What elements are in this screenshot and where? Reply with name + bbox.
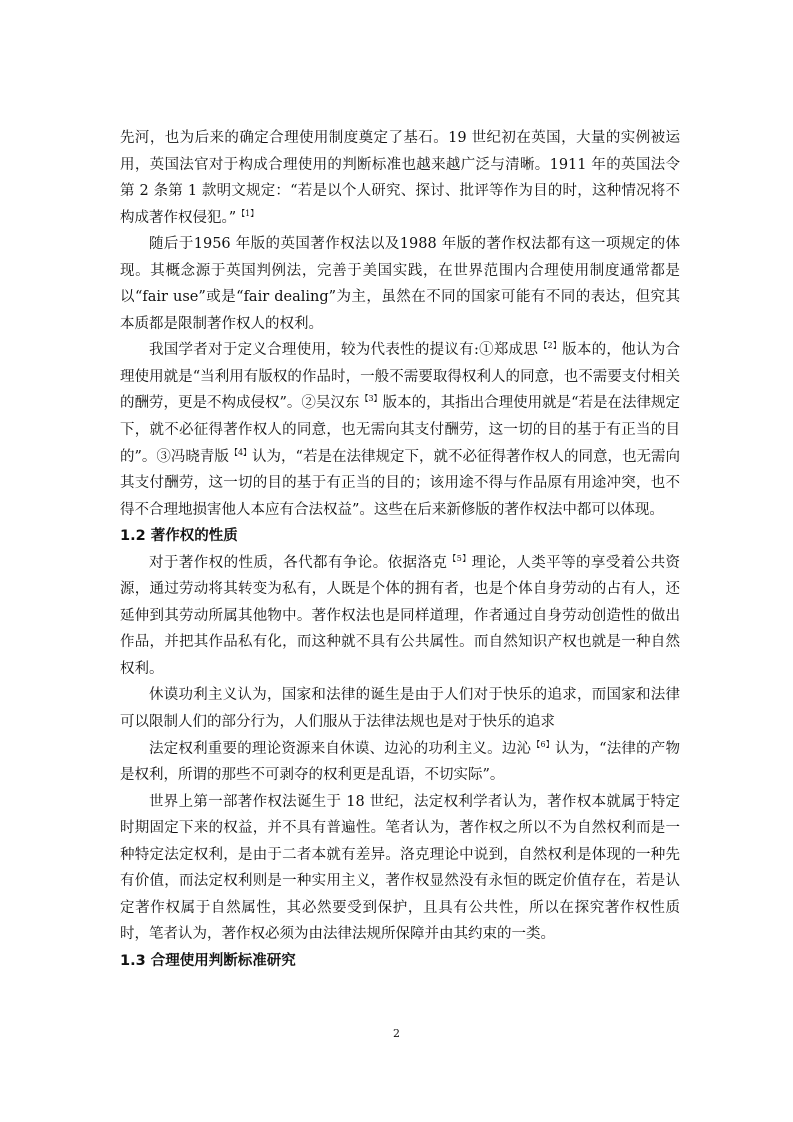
paragraph-text: 版本的，其指出合理使用就是“若是在法律规定下，就不必征得著作权人的同意，也无需向其支付酬劳，这一切的目的基于有正当的目的”。③冯晓青版 bbox=[120, 395, 681, 465]
paragraph-text: 理论，人类平等的享受着公共资源，通过劳动将其转变为私有，人既是个体的拥有者，也是个体自身劳动的占有人，还延伸到其劳动所属其他物中。著作权法也是同样道理，作者通过自身劳动创造性的做出作品，并把其作品私有化，而这种就不具有公共属性。而自然知识产权也就是一种自然权利。 bbox=[120, 554, 681, 677]
citation-reference: 【5】 bbox=[448, 553, 471, 563]
section-heading: 1.2 著作权的性质 bbox=[120, 528, 238, 545]
paragraph-text: 认为，“若是在法律规定下，就不必征得著作权人的同意，也无需向其支付酬劳，这一切的目的基于有正当的目的；该用途不得与作品原有用途冲突，也不得不合理地损害他人本应有合法权益”。这些在后来新修版的著作权法中都可以体现。 bbox=[120, 448, 681, 518]
citation-reference: 【2】 bbox=[539, 341, 562, 351]
document-body bbox=[120, 125, 680, 975]
body-paragraph bbox=[120, 337, 680, 523]
paragraph-text: 版本的，他认为合理使用就是“当利用有版权的作品时，一般不需要取得权利人的同意，也不需要支付相关的酬劳，更是不构成侵权”。②吴汉东 bbox=[120, 342, 681, 412]
paragraph-text: 我国学者对于定义合理使用，较为代表性的提议有:①郑成思 bbox=[149, 342, 539, 359]
body-paragraph bbox=[120, 682, 680, 735]
paragraph-text: 对于著作权的性质，各代都有争论。依据洛克 bbox=[149, 554, 448, 571]
citation-reference: 【6】 bbox=[532, 739, 554, 749]
citation-reference: 【3】 bbox=[360, 394, 382, 404]
section-heading: 1.3 合理使用判断标准研究 bbox=[120, 952, 296, 969]
page-number: 2 bbox=[393, 1027, 400, 1040]
paragraph-text: 先河，也为后来的确定合理使用制度奠定了基石。19 世纪初在英国，大量的实例被运用，英国法官对于构成合理使用的判断标准也越来越广泛与清晰。1911 年的英国法令第 2 条第 1 款明文规定：“若是以个人研究、探讨、批评等作为目的时，这种情况将不构成著作权侵犯。” bbox=[120, 130, 680, 226]
paragraph-text: 世界上第一部著作权法诞生于 18 世纪，法定权利学者认为，著作权本就属于特定时期固定下来的权益，并不具有普遍性。笔者认为，著作权之所以不为自然权利而是一种特定法定权利，是由于二者本就有差异。洛克理论中说到，自然权利是体现的一种先有价值，而法定权利则是一种实用主义，著作权显然没有永恒的既定价值存在，若是认定著作权属于自然属性，其必然要受到保护，且具有公共性，所以在探究著作权性质时，笔者认为，著作权必须为由法律法规所保障并由其约束的一类。 bbox=[120, 793, 680, 943]
paragraph-text: 休谟功利主义认为，国家和法律的诞生是由于人们对于快乐的追求，而国家和法律可以限制人们的部分行为，人们服从于法律法规也是对于快乐的追求 bbox=[120, 687, 680, 731]
citation-reference: 【1】 bbox=[237, 208, 259, 218]
paragraph-text: 认为，“法律的产物是权利，所谓的那些不可剥夺的权利更是乱语，不切实际”。 bbox=[120, 740, 680, 784]
paragraph-text: 法定权利重要的理论资源来自休谟、边沁的功利主义。边沁 bbox=[149, 740, 532, 757]
body-paragraph bbox=[120, 550, 680, 683]
body-paragraph bbox=[120, 736, 680, 789]
paragraph-text: 随后于1956 年版的英国著作权法以及1988 年版的著作权法都有这一项规定的体现。其概念源于英国判例法，完善于美国实践，在世界范围内合理使用制度通常都是以“fair use”或是“fair dealing”为主，虽然在不同的国家可能有不同的表达，但究其本质都是限制著作权人的权利。 bbox=[120, 236, 680, 332]
citation-reference: 【4】 bbox=[229, 447, 252, 457]
body-paragraph bbox=[120, 125, 680, 231]
body-paragraph bbox=[120, 789, 680, 948]
body-paragraph bbox=[120, 231, 680, 337]
